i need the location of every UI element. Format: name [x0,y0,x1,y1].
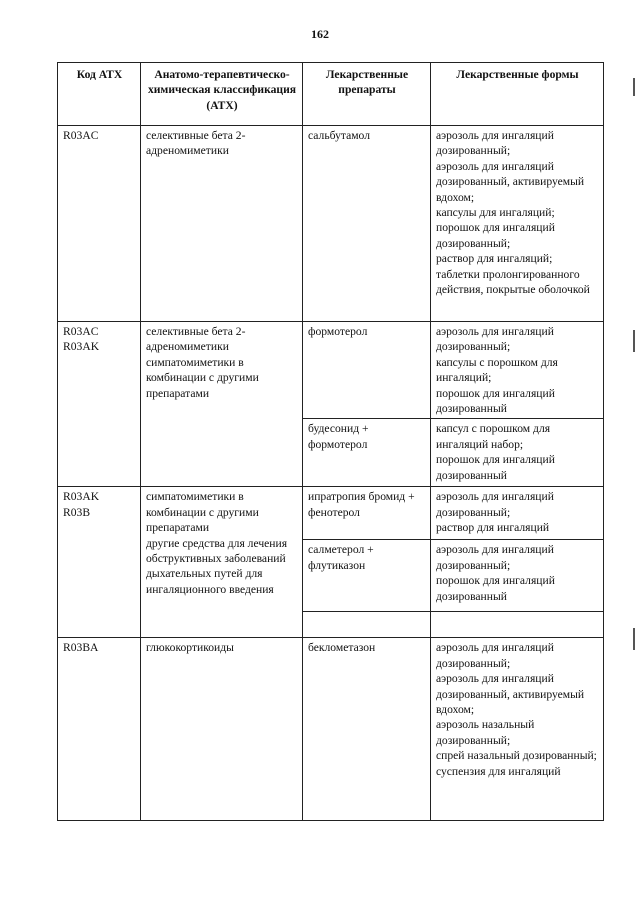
scan-edge-mark [633,330,635,352]
dosage-form: аэрозоль для ингаляций дозированный; [436,543,554,572]
dosage-form: аэрозоль назальный дозированный; [436,718,535,747]
table-row [58,126,604,322]
forms-cell [431,126,604,322]
dosage-form: спрей назальный дозированный; [436,749,597,763]
scan-edge-mark [633,78,635,96]
classification-text: симпатомиметики в комбинации с другими препаратами [146,355,259,400]
atc-code: R03AK [63,340,100,354]
drug-name: будесонид + формотерол [308,422,369,451]
code-cell [58,638,141,821]
table-row [58,322,604,419]
dosage-form: капсулы для ингаляций; [436,206,555,220]
classification-text: глюкокортикоиды [146,641,234,655]
atc-code: R03BA [63,641,99,655]
dosage-form: аэрозоль для ингаляций дозированный, активируемый вдохом; [436,672,585,717]
drug-cell [303,540,431,612]
classification-text: селективные бета 2-адреномиметики [146,325,246,354]
dosage-form: таблетки пролонгированного действия, покрытые оболочкой [436,267,590,297]
drug-name: сальбутамол [308,129,370,142]
scan-edge-mark [633,628,635,650]
dosage-form: аэрозоль для ингаляций дозированный; [436,325,554,354]
forms-cell [431,540,604,612]
forms-cell [431,419,604,487]
classification-cell [141,322,303,487]
dosage-form: порошок для ингаляций дозированный; [436,221,555,250]
header-code: Код АТХ [58,63,141,126]
drug-cell [303,322,431,419]
dosage-form: раствор для ингаляций [436,521,550,535]
dosage-form: аэрозоль для ингаляций дозированный, активируемый вдохом; [436,159,585,204]
page-number: 162 [311,27,329,41]
drug-cell [303,638,431,821]
dosage-form: аэрозоль для ингаляций дозированный; [436,490,554,519]
forms-cell [431,638,604,821]
dosage-form: аэрозоль для ингаляций дозированный; [436,641,554,670]
classification-cell [141,126,303,322]
header-forms: Лекарственные формы [431,63,604,126]
atc-code: R03B [63,505,91,519]
dosage-form: порошок для ингаляций дозированный [436,453,555,482]
atc-table [57,62,604,821]
header-classification: Анатомо-терапевтическо-химическая классификация (АТХ) [141,63,303,126]
classification-text: симпатомиметики в комбинации с другими препаратами [146,490,259,535]
table-header-row [58,63,604,126]
code-cell [58,322,141,487]
dosage-form: капсул с порошком для ингаляций набор; [436,422,551,451]
atc-code: R03AC [63,129,99,142]
drug-cell [303,126,431,322]
atc-code: R03AK [63,490,100,504]
classification-cell [141,638,303,821]
table-row [58,638,604,821]
atc-code: R03AC [63,325,99,338]
drug-name: ипратропия бромид + фенотерол [308,490,415,519]
dosage-form: капсулы с порошком для ингаляций; [436,355,558,385]
drug-cell [303,419,431,487]
dosage-form: порошок для ингаляций дозированный [436,386,555,416]
drug-name: салметерол + флутиказон [308,543,374,572]
dosage-form: раствор для ингаляций; [436,252,553,266]
classification-cell [141,487,303,638]
classification-text: селективные бета 2-адреномиметики [146,129,246,158]
empty-cell [431,612,604,638]
table-row [58,487,604,540]
dosage-form: аэрозоль для ингаляций дозированный; [436,129,554,158]
code-cell [58,487,141,638]
empty-cell [303,612,431,638]
drug-cell [303,487,431,540]
dosage-form: суспензия для ингаляций [436,764,561,778]
classification-text: другие средства для лечения обструктивных заболеваний дыхательных путей для ингаляционного введения [146,536,288,596]
forms-cell [431,487,604,540]
header-preparations: Лекарственные препараты [303,63,431,126]
code-cell [58,126,141,322]
dosage-form: порошок для ингаляций дозированный [436,574,555,603]
drug-name: беклометазон [308,641,376,655]
forms-cell [431,322,604,419]
drug-name: формотерол [308,325,368,338]
